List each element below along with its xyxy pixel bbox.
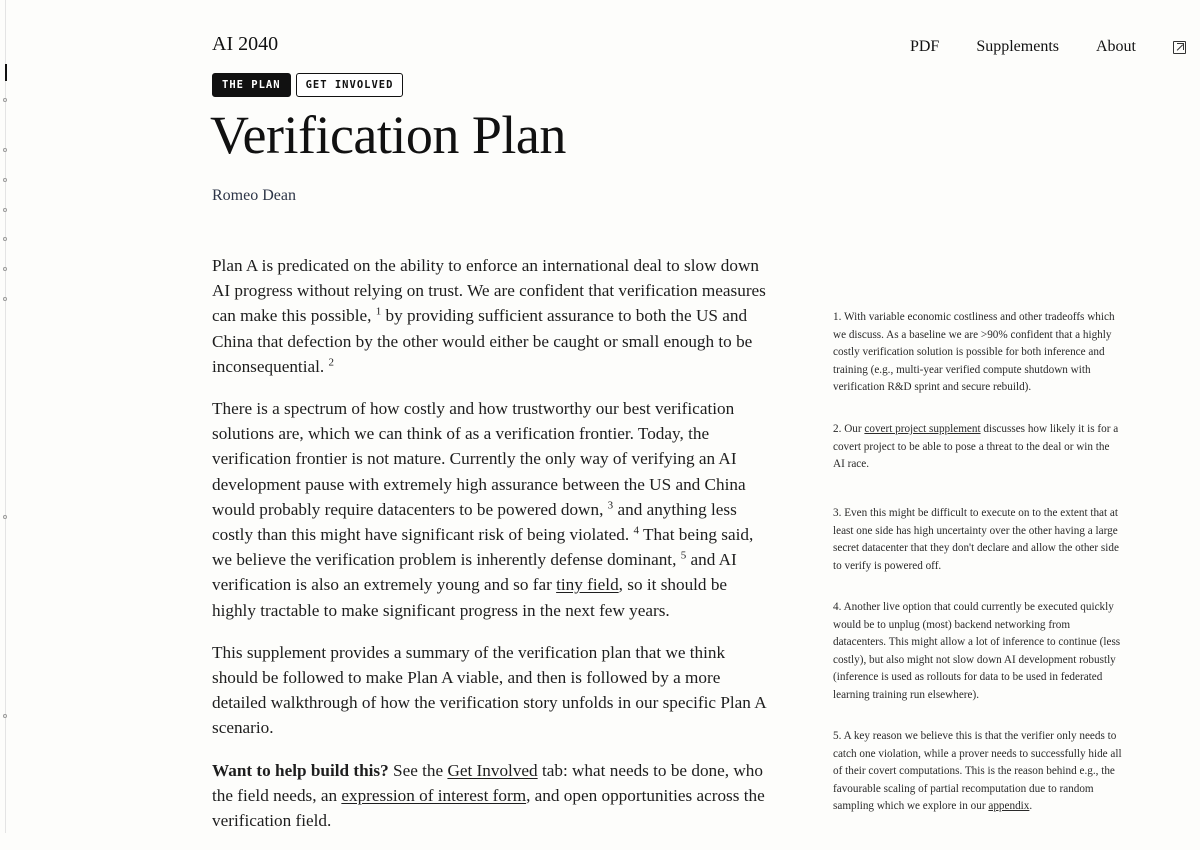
- text: and AI verification is also an extremely young and so far: [212, 550, 737, 595]
- tiny-field-link[interactable]: tiny field: [556, 575, 619, 595]
- footnote-ref-2[interactable]: 2: [328, 356, 334, 369]
- text: and anything less costly than this might have significant risk of being violated.: [212, 499, 737, 545]
- tab-the-plan[interactable]: THE PLAN: [212, 73, 291, 97]
- nav-supplements[interactable]: Supplements: [976, 38, 1059, 55]
- timeline-marker[interactable]: [3, 237, 7, 241]
- footnote-4: 4. Another live option that could currently be executed quickly would be to unplug (most) backend networking from datacenters. This might allow a lot of inference to continue (less costly), but also might not slow down AI development robustly (inference is used as rollouts for data to be used in federated learning training run elsewhere).: [833, 601, 1121, 701]
- nav-pdf[interactable]: PDF: [909, 38, 940, 55]
- help-heading: Want to help build this?: [212, 760, 389, 780]
- text: There is a spectrum of how costly and how trustworthy our best verification solutions are, which we can think of as a verification frontier. Today, the verification frontier is not mature. Currently the only way of verifying an AI development pause with extremely high assurance between the US and China would probably require datacenters to be powered down,: [212, 399, 746, 519]
- covert-project-link[interactable]: covert project supplement: [864, 423, 981, 435]
- footnote-ref-1[interactable]: 1: [375, 305, 382, 318]
- timeline-marker[interactable]: [3, 297, 7, 301]
- external-link-icon[interactable]: [1173, 41, 1186, 54]
- get-involved-link[interactable]: Get Involved: [447, 760, 538, 780]
- footnote-5: [833, 728, 1123, 816]
- progress-timeline: [0, 0, 14, 833]
- timeline-marker[interactable]: [3, 515, 7, 519]
- article-body: [212, 253, 772, 850]
- timeline-marker[interactable]: [3, 178, 7, 182]
- footnote-ref-3[interactable]: 3: [607, 499, 614, 512]
- paragraph-2: [212, 396, 772, 623]
- text: , and open opportunities across the verification field.: [212, 785, 765, 831]
- text: 2. Our: [833, 423, 865, 435]
- nav-about[interactable]: About: [1096, 38, 1136, 55]
- text: discusses how likely it is for a covert project to be able to pose a threat to the deal or win the AI race.: [833, 423, 1119, 470]
- footnote-3: 3. Even this might be difficult to execute on to the extent that at least one side has high uncertainty over the other having a large secret datacenter that they don't declare and allow the other side to verify is powered off.: [833, 507, 1119, 572]
- text: .: [1029, 800, 1033, 812]
- page-title: Verification Plan: [210, 105, 566, 165]
- top-nav: [873, 38, 1186, 56]
- paragraph-1: [212, 253, 772, 379]
- site-title[interactable]: AI 2040: [212, 33, 279, 55]
- paragraph-4: [212, 758, 772, 834]
- timeline-marker[interactable]: [3, 148, 7, 152]
- timeline-cursor: [5, 64, 7, 81]
- text: That being said, we believe the verification problem is inherently defense dominant,: [212, 525, 754, 570]
- footnote-ref-5[interactable]: 5: [680, 549, 687, 562]
- footnote-2: [833, 421, 1123, 474]
- text: See the: [388, 760, 448, 780]
- text: tab: what needs to be done, who the field needs, an: [212, 760, 763, 805]
- timeline-track: [5, 0, 6, 833]
- section-tabs: [212, 73, 408, 97]
- timeline-marker[interactable]: [3, 267, 7, 271]
- text: by providing sufficient assurance to both the US and China that defection by the other would either be caught or small enough to be inconsequential.: [212, 306, 753, 376]
- timeline-marker[interactable]: [3, 98, 7, 102]
- tab-get-involved[interactable]: GET INVOLVED: [296, 73, 404, 97]
- appendix-link[interactable]: appendix: [988, 800, 1030, 812]
- timeline-marker[interactable]: [3, 208, 7, 212]
- text: 5. A key reason we believe this is that the verifier only needs to catch one violation, while a prover needs to successfully hide all of their covert computations. This is the reason behind e.g., the favourable scaling of partial recomputation due to random sampling which we explore in our: [833, 730, 1122, 812]
- paragraph-3: This supplement provides a summary of the verification plan that we think should be followed to make Plan A viable, and then is followed by a more detailed walkthrough of how the verification story unfolds in our specific Plan A scenario.: [212, 642, 766, 738]
- interest-form-link[interactable]: expression of interest form: [341, 785, 527, 805]
- footnote-ref-4[interactable]: 4: [633, 524, 639, 537]
- author-name: Romeo Dean: [212, 187, 296, 204]
- timeline-marker[interactable]: [3, 714, 7, 718]
- text: Plan A is predicated on the ability to enforce an international deal to slow down AI progress without relying on trust. We are confident that verification measures can make this possible,: [212, 256, 766, 326]
- text: , so it should be highly tractable to make significant progress in the next few years.: [212, 575, 728, 620]
- footnote-1: 1. With variable economic costliness and other tradeoffs which we discuss. As a baseline we are >90% confident that a highly costly verification solution is possible for both inference and training (e.g., multi-year verified compute shutdown with verification R&D sprint and secure rebuild).: [833, 311, 1115, 393]
